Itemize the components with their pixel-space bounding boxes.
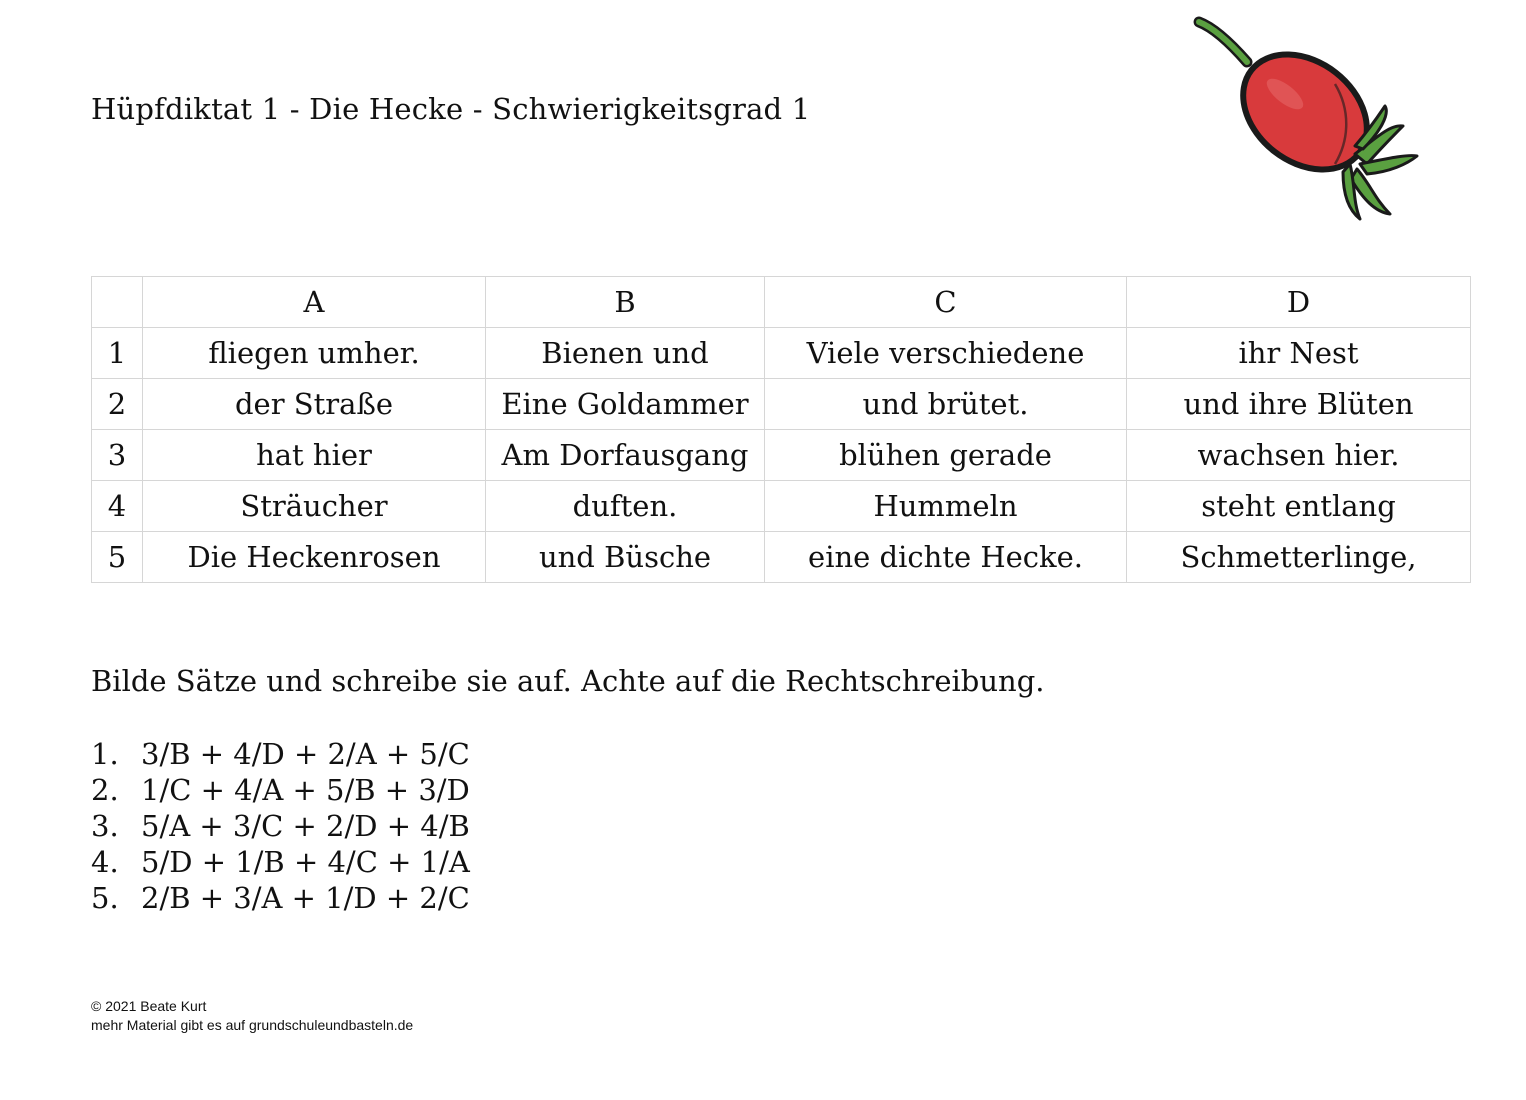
table-row (92, 328, 1471, 379)
table-header-row (92, 277, 1471, 328)
list-item (91, 880, 470, 916)
list-item-text: 2/B + 3/A + 1/D + 2/C (141, 881, 470, 915)
column-header-b: B (486, 277, 765, 328)
row-label: 2 (92, 379, 143, 430)
table-cell: und Büsche (486, 532, 765, 583)
task-list (91, 736, 470, 916)
row-label: 4 (92, 481, 143, 532)
table-row (92, 481, 1471, 532)
list-item (91, 808, 470, 844)
table-cell: Schmetterlinge, (1127, 532, 1471, 583)
list-item-number: 2. (91, 773, 119, 807)
page-title: Hüpfdiktat 1 - Die Hecke - Schwierigkeitsgrad 1 (91, 92, 811, 126)
table-cell: wachsen hier. (1127, 430, 1471, 481)
table-corner-cell (92, 277, 143, 328)
column-header-d: D (1127, 277, 1471, 328)
table-row (92, 430, 1471, 481)
table-cell: blühen gerade (765, 430, 1127, 481)
more-material-text: mehr Material gibt es auf grundschuleundbasteln.de (91, 1017, 414, 1033)
list-item-number: 5. (91, 881, 119, 915)
list-item-text: 1/C + 4/A + 5/B + 3/D (141, 773, 470, 807)
table-cell: duften. (486, 481, 765, 532)
table-cell: hat hier (143, 430, 486, 481)
list-item-number: 4. (91, 845, 119, 879)
list-item-number: 3. (91, 809, 119, 843)
table-cell: ihr Nest (1127, 328, 1471, 379)
column-header-a: A (143, 277, 486, 328)
table-cell: und brütet. (765, 379, 1127, 430)
list-item (91, 772, 470, 808)
column-header-c: C (765, 277, 1127, 328)
table-cell: eine dichte Hecke. (765, 532, 1127, 583)
table-cell: und ihre Blüten (1127, 379, 1471, 430)
list-item-text: 3/B + 4/D + 2/A + 5/C (141, 737, 470, 771)
list-item (91, 844, 470, 880)
table-cell: Bienen und (486, 328, 765, 379)
list-item (91, 736, 470, 772)
table-cell: Am Dorfausgang (486, 430, 765, 481)
list-item-number: 1. (91, 737, 119, 771)
table-cell: der Straße (143, 379, 486, 430)
table-cell: Die Heckenrosen (143, 532, 486, 583)
table-cell: Viele verschiedene (765, 328, 1127, 379)
copyright-text: © 2021 Beate Kurt (91, 998, 207, 1014)
row-label: 1 (92, 328, 143, 379)
row-label: 5 (92, 532, 143, 583)
table-cell: Eine Goldammer (486, 379, 765, 430)
list-item-text: 5/A + 3/C + 2/D + 4/B (141, 809, 470, 843)
word-grid-table (91, 276, 1471, 583)
table-row (92, 379, 1471, 430)
instruction-text: Bilde Sätze und schreibe sie auf. Achte auf die Rechtschreibung. (91, 664, 1045, 698)
rosehip-icon (1185, 14, 1425, 224)
row-label: 3 (92, 430, 143, 481)
table-cell: Hummeln (765, 481, 1127, 532)
table-cell: fliegen umher. (143, 328, 486, 379)
footer (91, 997, 413, 1035)
table-cell: steht entlang (1127, 481, 1471, 532)
list-item-text: 5/D + 1/B + 4/C + 1/A (141, 845, 470, 879)
table-cell: Sträucher (143, 481, 486, 532)
table-row (92, 532, 1471, 583)
